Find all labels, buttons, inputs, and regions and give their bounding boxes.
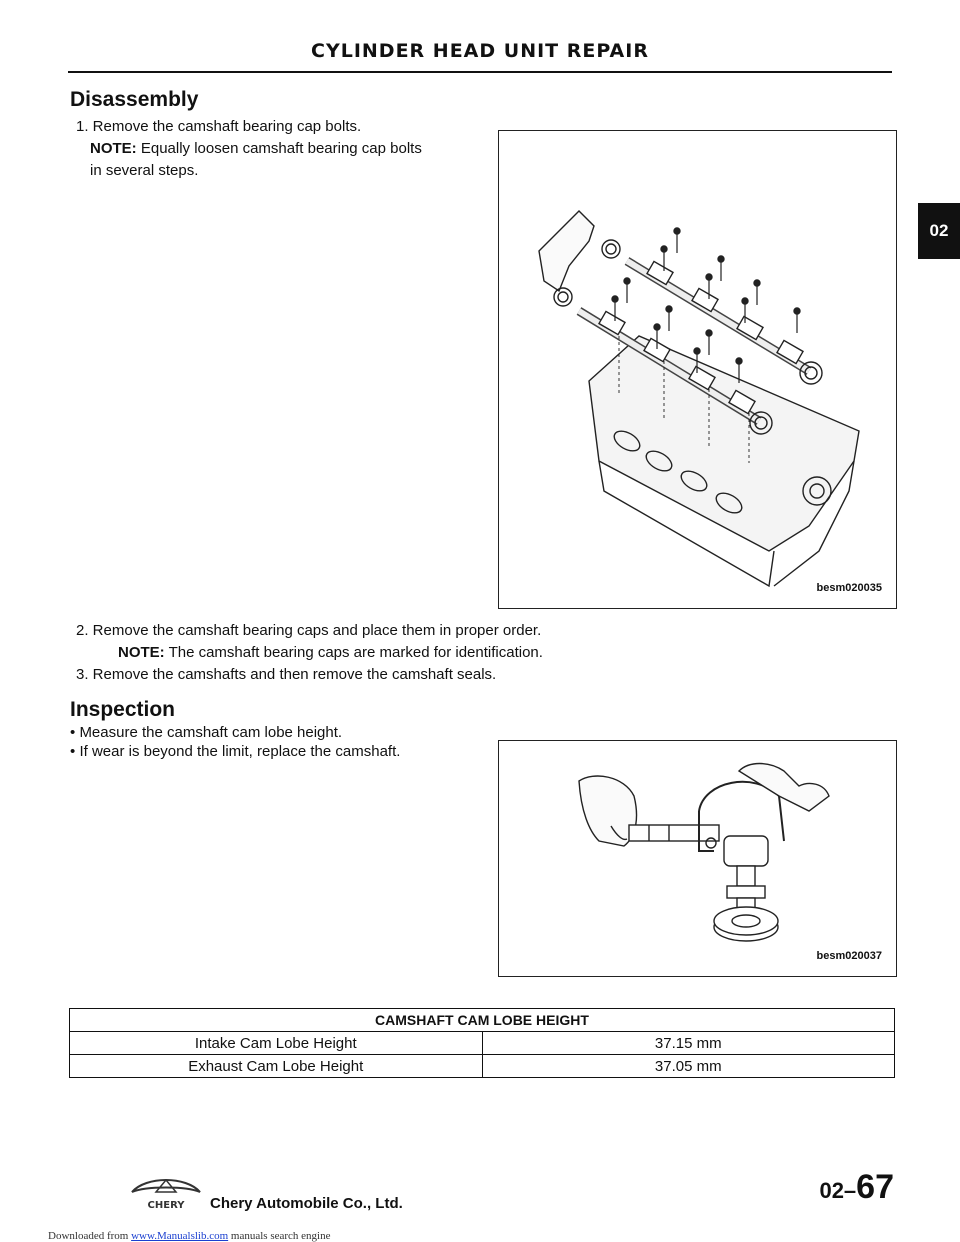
note-label: NOTE: [118, 644, 165, 661]
micrometer-illustration [499, 741, 896, 976]
note-text: The camshaft bearing caps are marked for identification. [168, 644, 543, 661]
page-header-title: CYLINDER HEAD UNIT REPAIR [311, 40, 649, 62]
note-1 [90, 138, 422, 160]
table-cell-value: 37.05 mm [482, 1055, 895, 1078]
table-cell-value: 37.15 mm [482, 1032, 895, 1055]
inspection-heading: Inspection [70, 698, 176, 721]
page-number-value: 67 [856, 1168, 894, 1206]
bullet-text: If wear is beyond the limit, replace the camshaft. [79, 743, 401, 760]
cam-lobe-measure-figure [498, 740, 897, 977]
spec-table [69, 1008, 895, 1078]
figure-id: besm020035 [816, 582, 882, 594]
bullet-text: Measure the camshaft cam lobe height. [79, 724, 343, 741]
note-2 [118, 642, 543, 664]
manualslib-link[interactable]: www.Manualslib.com [131, 1230, 229, 1242]
note-1-continued: in several steps. [90, 162, 199, 179]
step-3: 3. Remove the camshafts and then remove the camshaft seals. [76, 666, 497, 683]
header-rule [68, 71, 892, 73]
disassembly-heading: Disassembly [70, 88, 199, 111]
logo-text: CHERY [147, 1200, 185, 1211]
cylinder-head-illustration [499, 131, 896, 608]
chery-logo-icon [126, 1172, 206, 1212]
company-name: Chery Automobile Co., Ltd. [210, 1195, 403, 1212]
note-text: Equally loosen camshaft bearing cap bolts [140, 140, 422, 157]
table-header-row [70, 1009, 895, 1032]
table-cell-label: Exhaust Cam Lobe Height [70, 1055, 483, 1078]
page-section: 02– [819, 1178, 857, 1203]
table-cell-label: Intake Cam Lobe Height [70, 1032, 483, 1055]
download-notice [48, 1230, 330, 1242]
step-2: 2. Remove the camshaft bearing caps and place them in proper order. [76, 622, 542, 639]
download-prefix: Downloaded from [48, 1230, 129, 1242]
bullet-item [70, 741, 400, 763]
step-1: 1. Remove the camshaft bearing cap bolts. [76, 118, 362, 135]
table-row [70, 1055, 895, 1078]
table-title: CAMSHAFT CAM LOBE HEIGHT [70, 1009, 895, 1032]
section-tab[interactable]: 02 [918, 203, 960, 259]
page-number [819, 1168, 894, 1207]
bullet-dot-icon: • [70, 724, 76, 741]
bullet-dot-icon: • [70, 743, 76, 760]
cylinder-head-figure [498, 130, 897, 609]
table-row [70, 1032, 895, 1055]
figure-id: besm020037 [816, 950, 882, 962]
download-suffix: manuals search engine [230, 1230, 331, 1242]
note-label: NOTE: [90, 140, 137, 157]
